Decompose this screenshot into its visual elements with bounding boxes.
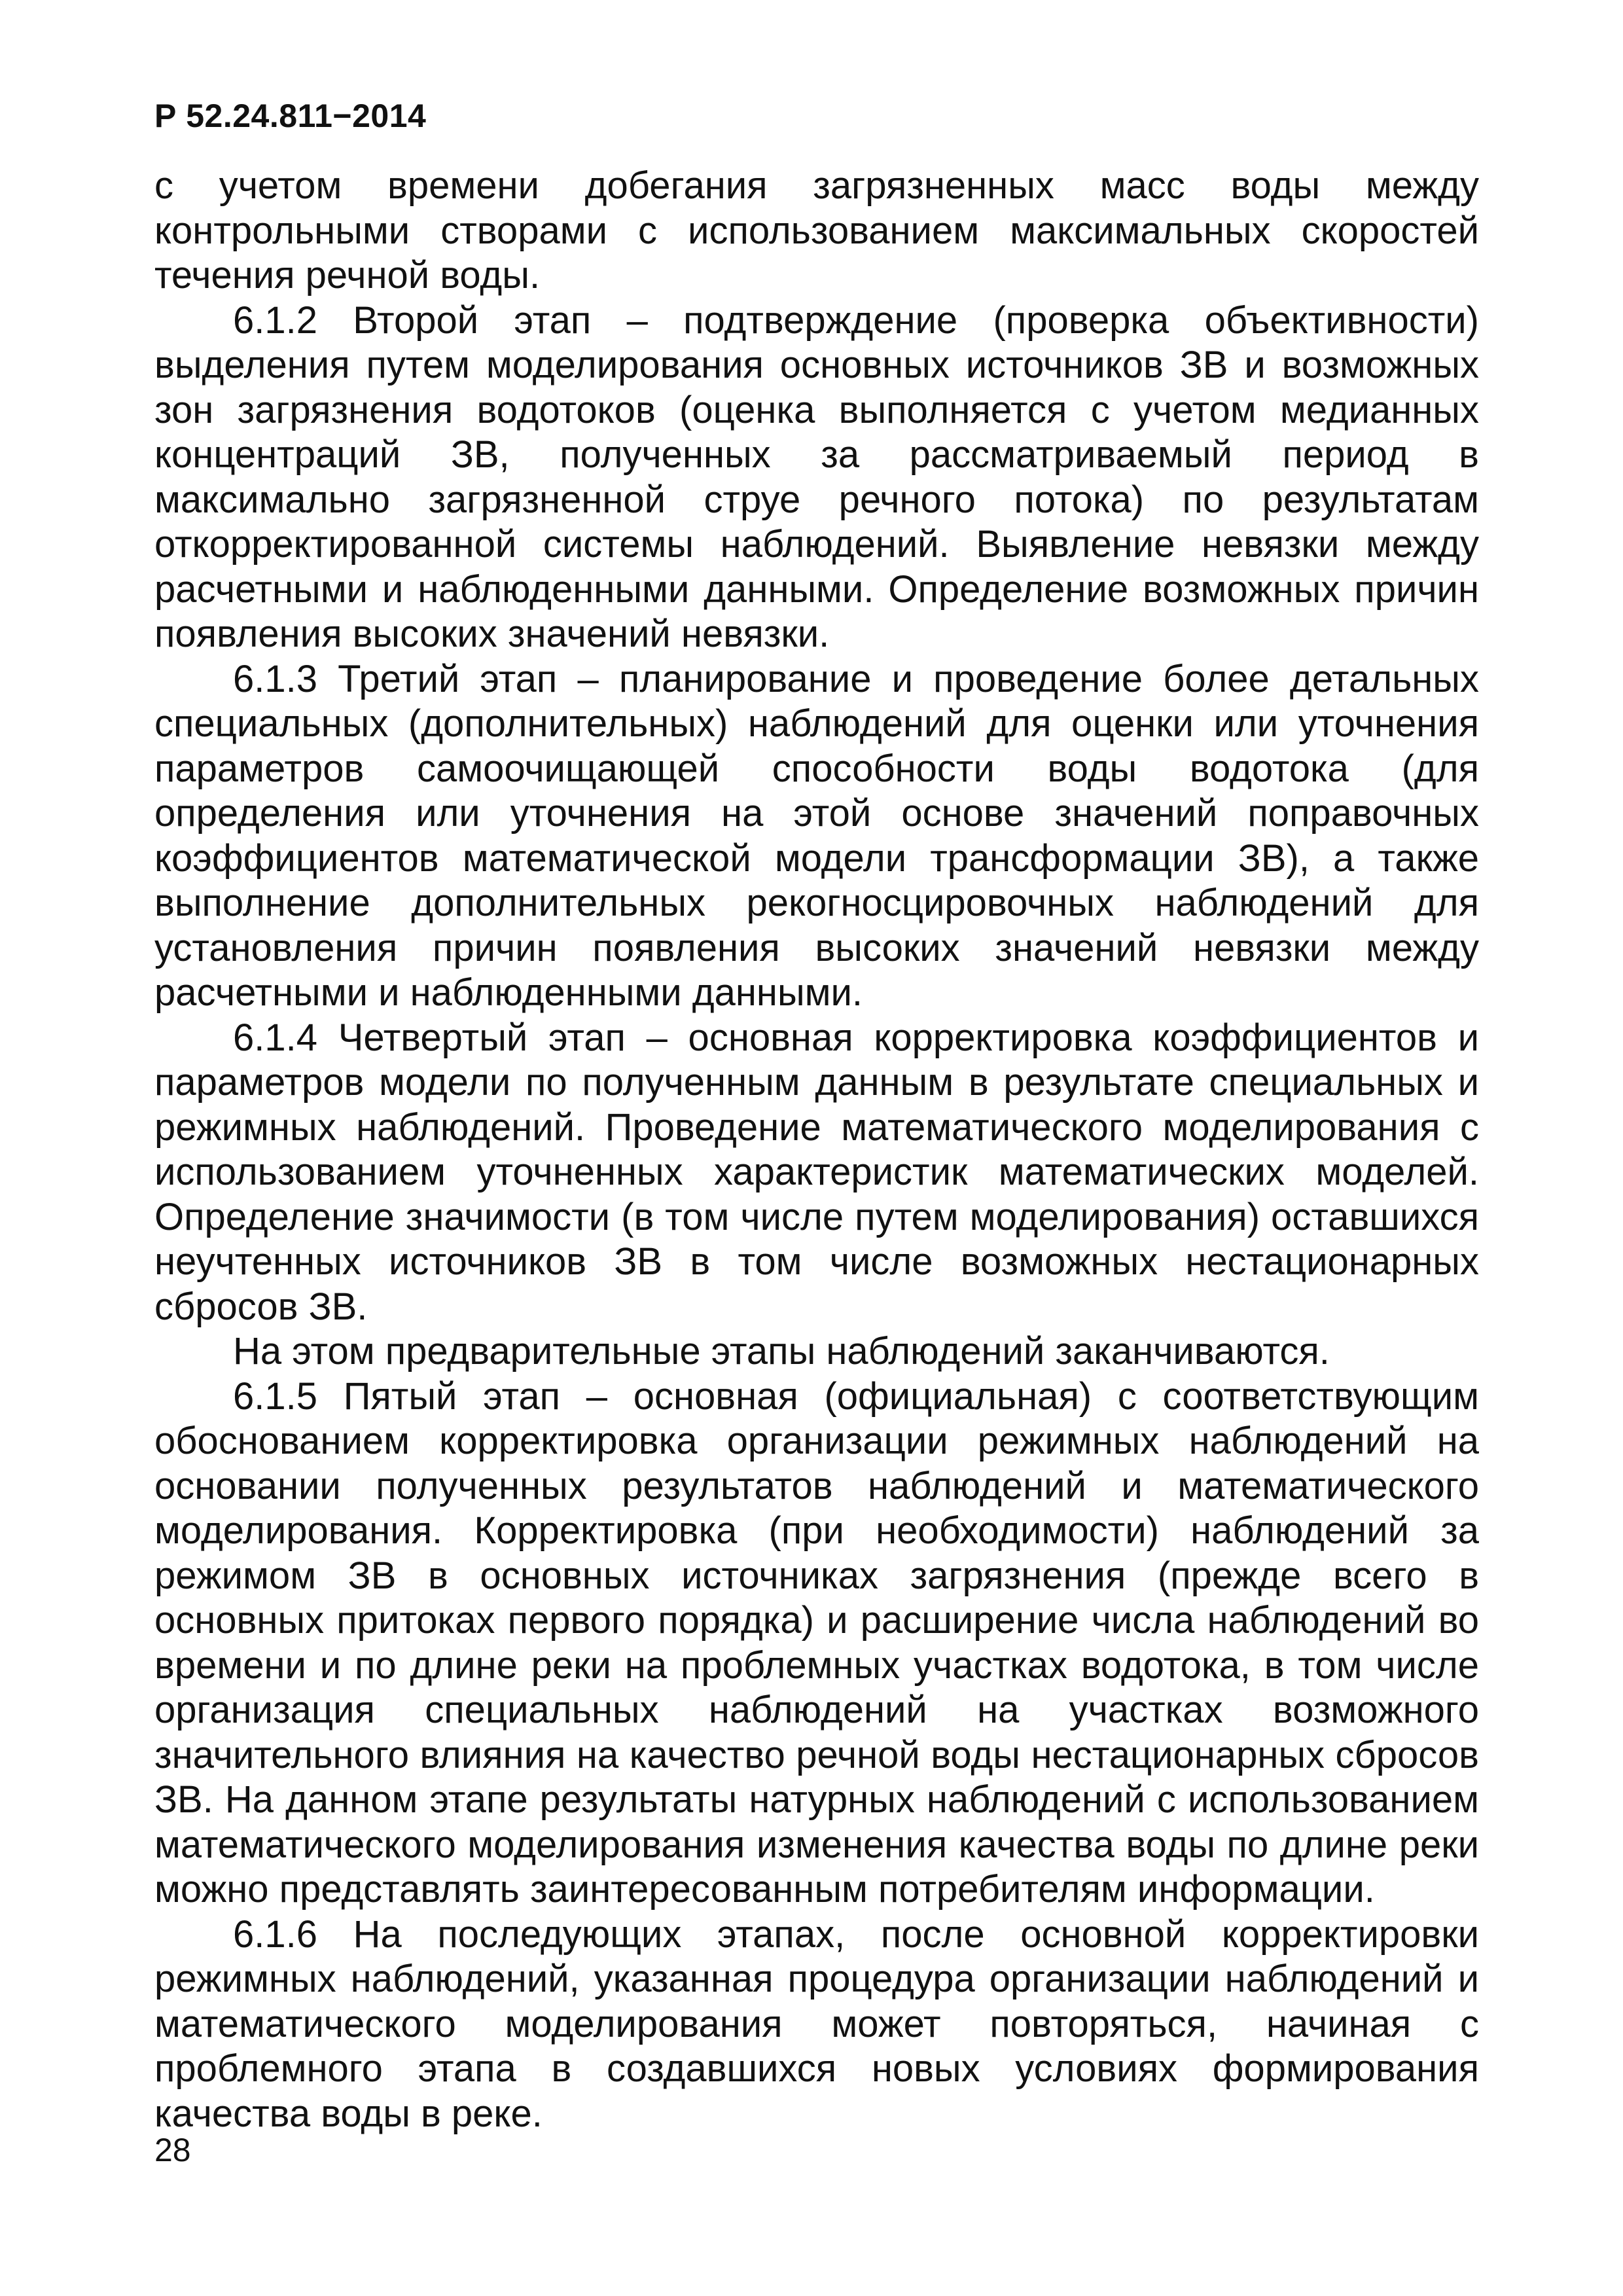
body-text: [154, 164, 1479, 2136]
page-number: 28: [154, 2132, 191, 2168]
paragraph-continuation: с учетом времени добегания загрязненных масс воды между контрольными створами с использованием максимальных скоростей течения речной воды.: [154, 164, 1479, 296]
document-code-header: Р 52.24.811−2014: [154, 98, 427, 134]
paragraph-6-1-6: 6.1.6 На последующих этапах, после основной корректировки режимных наблюдений, указанная процедура организации наблюдений и математического моделирования может повторяться, начиная с проблемного этапа в создавшихся новых условиях формирования качества воды в реке.: [154, 1912, 1479, 2135]
paragraph-preliminary-end: На этом предварительные этапы наблюдений заканчиваются.: [233, 1330, 1330, 1372]
paragraph-6-1-2: 6.1.2 Второй этап – подтверждение (проверка объективности) выделения путем моделирования основных источников ЗВ и возможных зон загрязнения водотоков (оценка выполняется с учетом медианных концентраций ЗВ, полученных за рассматриваемый период в максимально загрязненной струе речного потока) по результатам откорректированной системы наблюдений. Выявление невязки между расчетными и наблюденными данными. Определение возможных причин появления высоких значений невязки.: [154, 298, 1479, 655]
paragraph-6-1-4: 6.1.4 Четвертый этап – основная корректировка коэффициентов и параметров модели по полученным данным в результате специальных и режимных наблюдений. Проведение математического моделирования с использованием уточненных характеристик математических моделей. Определение значимости (в том числе путем моделирования) оставшихся неучтенных источников ЗВ в том числе возможных нестационарных сбросов ЗВ.: [154, 1016, 1479, 1328]
paragraph-6-1-3: 6.1.3 Третий этап – планирование и проведение более детальных специальных (дополнительных) наблюдений для оценки или уточнения параметров самоочищающей способности воды водотока (для определения или уточнения на этой основе значений поправочных коэффициентов математической модели трансформации ЗВ), а также выполнение дополнительных рекогносцировочных наблюдений для установления причин появления высоких значений невязки между расчетными и наблюденными данными.: [154, 657, 1479, 1014]
paragraph-6-1-5: 6.1.5 Пятый этап – основная (официальная) с соответствующим обоснованием корректировка организации режимных наблюдений на основании полученных результатов наблюдений и математического моделирования. Корректировка (при необходимости) наблюдений за режимом ЗВ в основных источниках загрязнения (прежде всего в основных притоках первого порядка) и расширение числа наблюдений во времени и по длине реки на проблемных участках водотока, в том числе организация специальных наблюдений на участках возможного значительного влияния на качество речной воды нестационарных сбросов ЗВ. На данном этапе результаты натурных наблюдений с использованием математического моделирования изменения качества воды по длине реки можно представлять заинтересованным потребителям информации.: [154, 1374, 1479, 1910]
